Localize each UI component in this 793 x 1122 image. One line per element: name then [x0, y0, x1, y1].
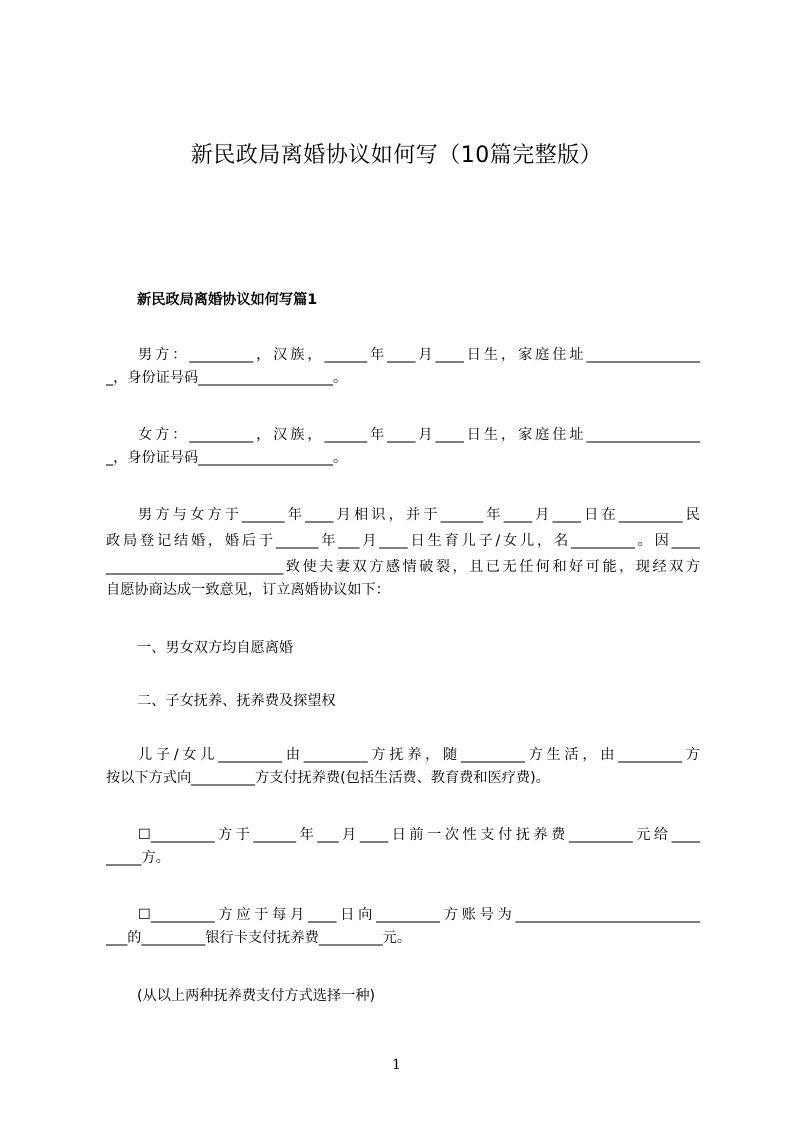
payment-option-1-line-2: _____方。 [106, 850, 170, 866]
page-number: 1 [392, 1057, 401, 1073]
marriage-line-1: 男方与女方于______年____月相识，并于______年____月____日在_________民 [138, 507, 700, 523]
payment-option-2-line-2: ___的_________银行卡支付抚养费_________元。 [106, 930, 412, 946]
payment-option-1-line-1: ☐_________方于______年___月____日前一次性支付抚养费_________元给____ [138, 827, 700, 843]
section-heading: 新民政局离婚协议如何写篇1 [137, 292, 318, 308]
female-info-paragraph [106, 422, 700, 468]
custody-line-1: 儿子/女儿_________由_________方抚养，随_________方生活，由_________方 [138, 747, 700, 763]
male-info-paragraph [106, 342, 700, 388]
clause-1: 一、男女双方均自愿离婚 [137, 640, 294, 656]
payment-option-2 [106, 902, 700, 948]
document-title: 新民政局离婚协议如何写（10篇完整版） [190, 143, 603, 168]
custody-line-2: 按以下方式向_________方支付抚养费(包括生活费、教育费和医疗费)。 [106, 770, 550, 786]
male-info-line-2: _，身份证号码___________________。 [106, 370, 348, 386]
payment-note: (从以上两种抚养费支付方式选择一种) [137, 988, 376, 1004]
marriage-line-3: _________________________致使夫妻双方感情破裂，且已无任何和好可能，现经双方 [106, 559, 700, 575]
custody-paragraph [106, 742, 700, 788]
clause-2: 二、子女抚养、抚养费及探望权 [137, 693, 336, 709]
female-info-line-2: _，身份证号码___________________。 [106, 450, 348, 466]
payment-option-1 [106, 822, 700, 868]
marriage-paragraph [106, 502, 700, 600]
marriage-line-4: 自愿协商达成一致意见，订立离婚协议如下： [106, 582, 390, 598]
female-info-line-1: 女方：_________，汉族，______年____月____日生，家庭住址________________ [138, 427, 700, 443]
payment-option-2-line-1: ☐_________方应于每月____日向_________方账号为__________________________ [138, 907, 700, 923]
male-info-line-1: 男方：_________，汉族，______年____月____日生，家庭住址________________ [138, 347, 700, 363]
marriage-line-2: 政局登记结婚，婚后于______年___月____日生育儿子/女儿，名_________。因____ [106, 533, 700, 549]
